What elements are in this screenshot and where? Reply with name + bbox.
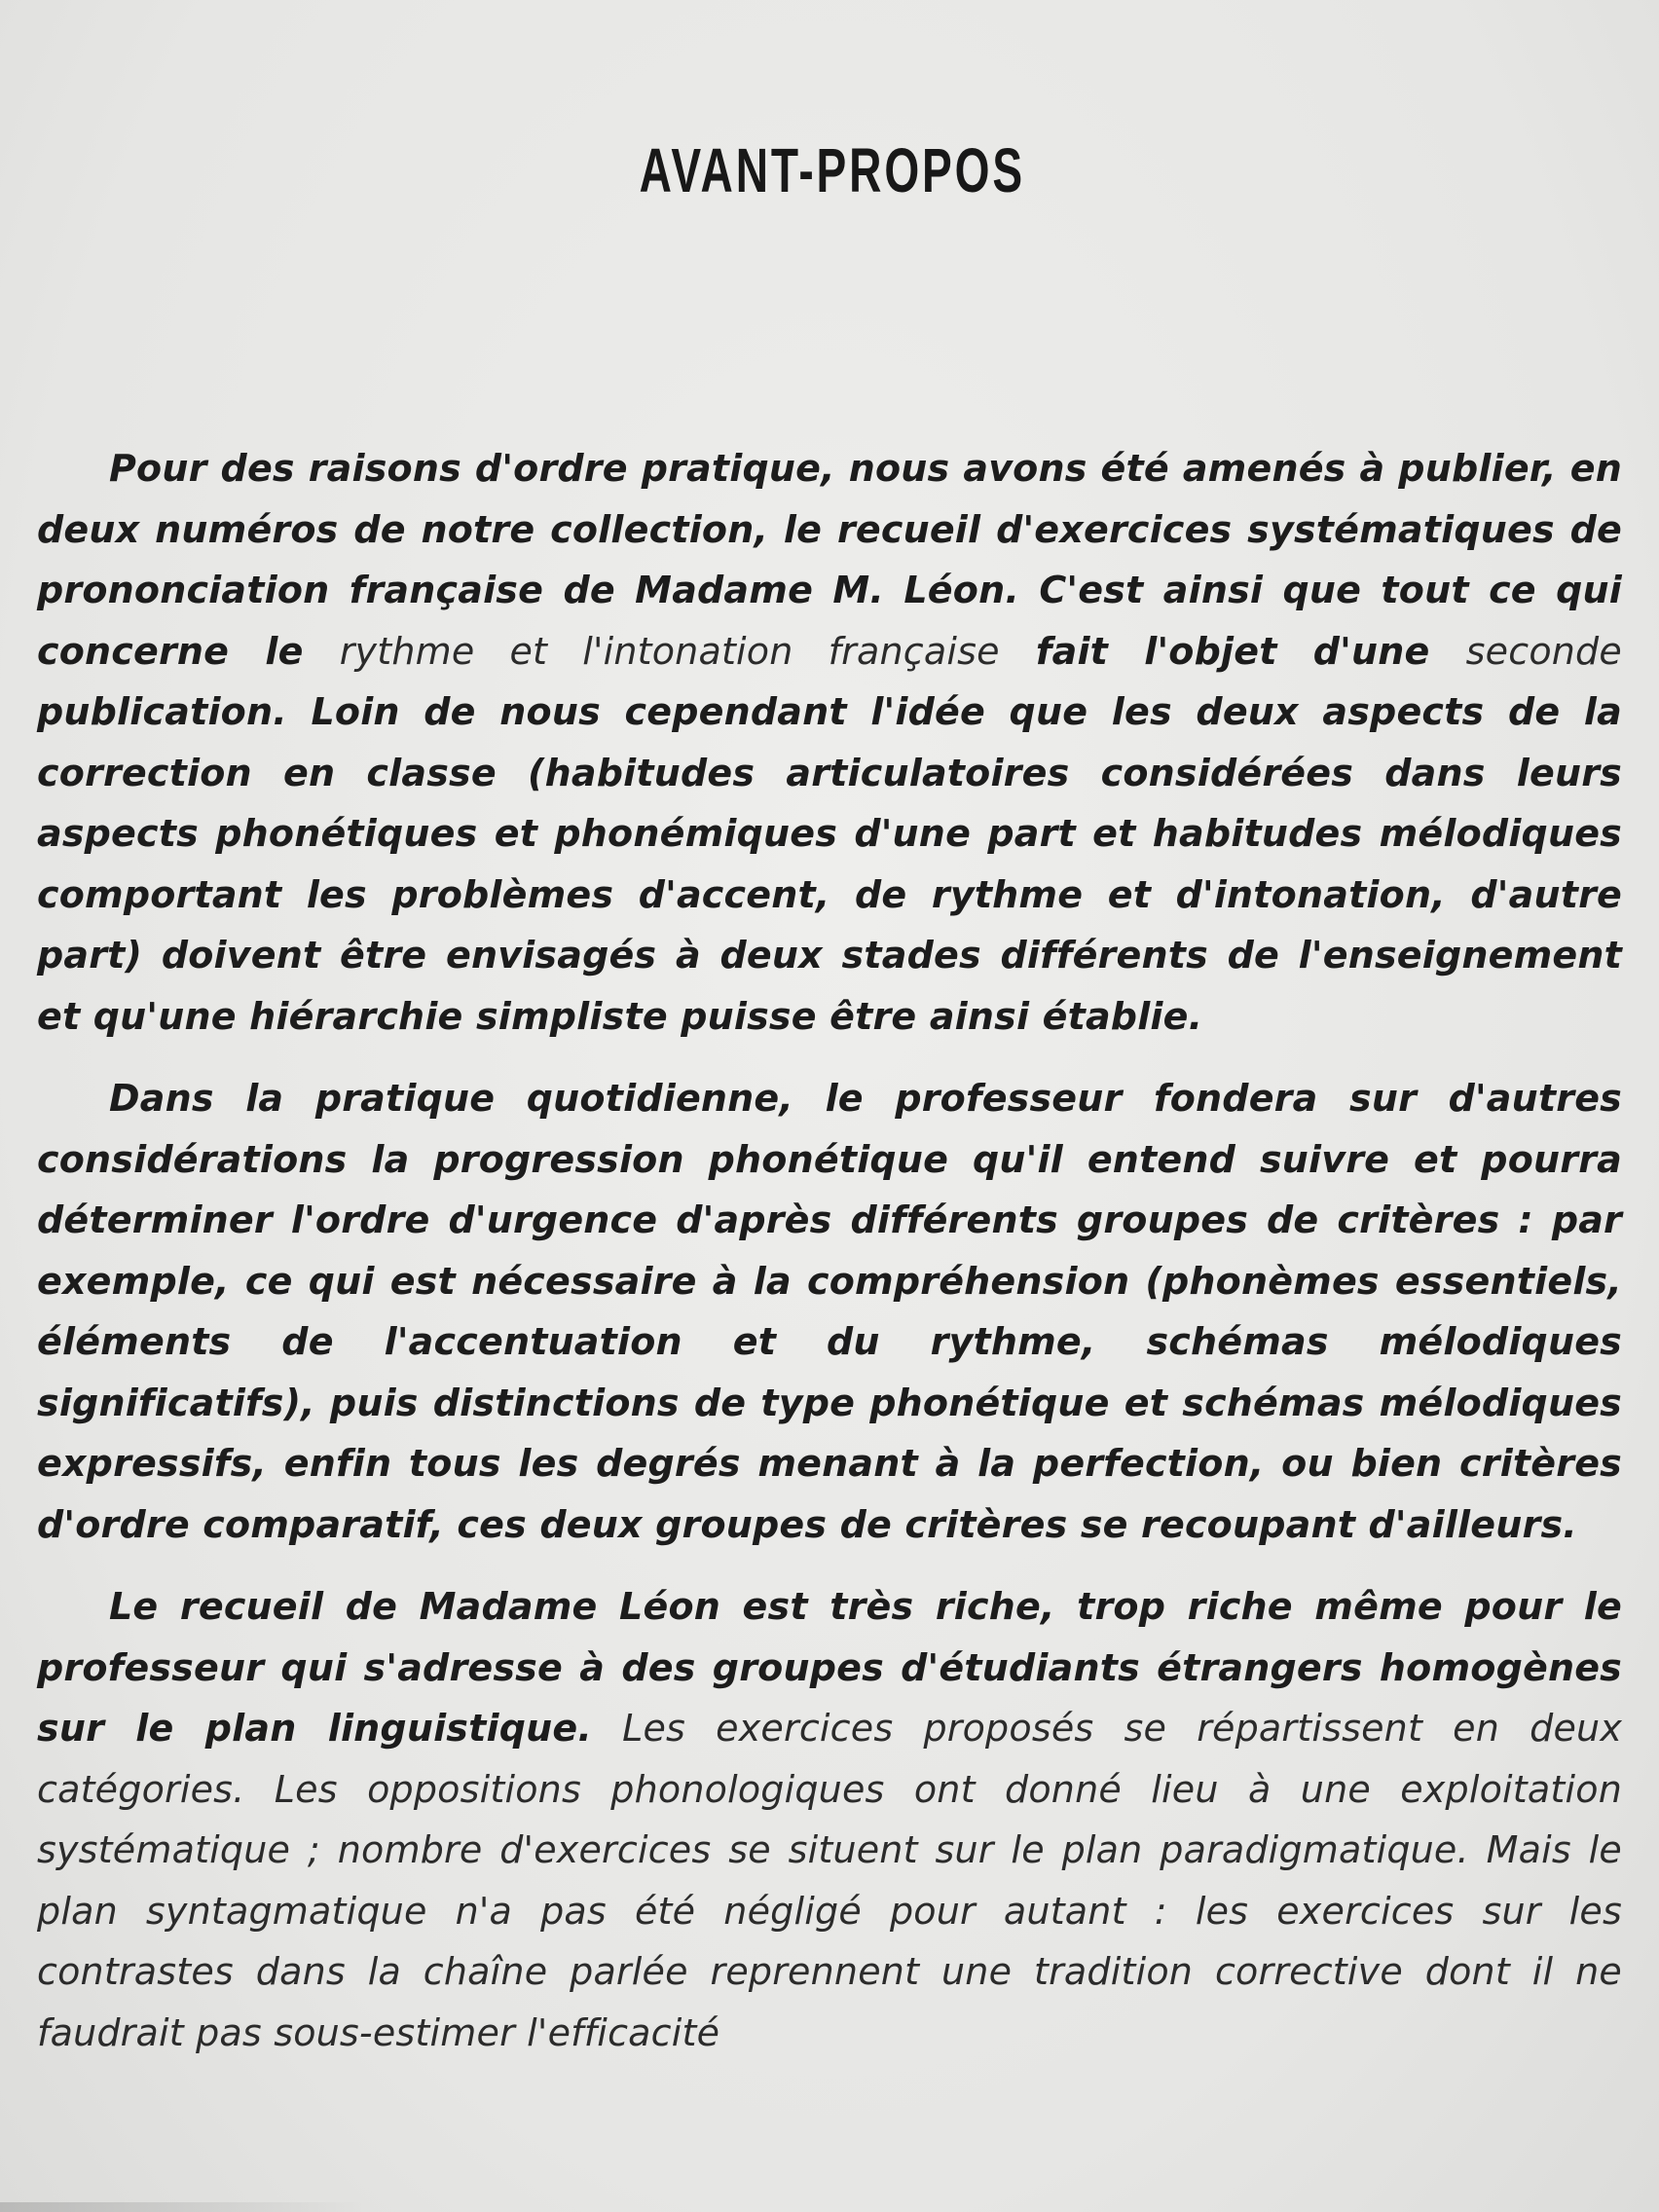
- paragraph-1-run-3: fait l'objet d'une: [999, 629, 1466, 673]
- paragraph-2-run-1: Dans la pratique quotidienne, le professeur fondera sur d'autres considérations la progression phonétique qu'il entend suivre et pourra déterminer l'ordre d'urgence d'après différents groupes de critères : par exemple, ce qui est nécessaire à la compréhension (phonèmes essentiels, éléments de l'accentuation et du rythme, schémas mélodiques significatifs), puis distinctions de type phonétique et schémas mélodiques expressifs, enfin tous les degrés menant à la perfection, ou bien critères d'ordre comparatif, ces deux groupes de critères se recoupant d'ailleurs.: [37, 1077, 1622, 1546]
- paragraph-1-run-1: Pour des raisons d'ordre pratique, nous avons été amenés à publier, en deux numéros de notre collection, le recueil d'exercices systématiques de prononciation française de Madame M. Léon. C'est ainsi que tout ce qui concerne le: [37, 447, 1622, 673]
- paragraph-1: [37, 438, 1622, 1047]
- paragraph-1-run-4: seconde: [1465, 629, 1622, 673]
- paragraph-3-run-1: Le recueil de Madame Léon est très riche, trop riche même pour le professeur qui s'adresse à des groupes d'étudiants étrangers homogènes sur le plan linguistique.: [37, 1585, 1622, 1750]
- paragraph-1-run-5: publication. Loin de nous cependant l'idée que les deux aspects de la correction en classe (habitudes articulatoires considérées dans leurs aspects phonétiques et phonémiques d'une part et habitudes mélodiques comportant les problèmes d'accent, de rythme et d'intonation, d'autre part) doivent être envisagés à deux stades différents de l'enseignement et qu'une hiérarchie simpliste puisse être ainsi établie.: [37, 690, 1622, 1038]
- paragraph-3: [37, 1576, 1622, 2063]
- paragraph-2: [37, 1068, 1622, 1555]
- paragraph-3-run-2: Les exercices proposés se répartissent en deux catégories. Les oppositions phonologiques ont donné lieu à une exploitation systématique ; nombre d'exercices se situent sur le plan paradigmatique. Mais le plan syntagmatique n'a pas été négligé pour autant : les exercices sur les contrastes dans la chaîne parlée reprennent une tradition corrective dont il ne faudrait pas sous-estimer l'efficacité: [37, 1707, 1623, 2054]
- paragraph-1-run-2: rythme et l'intonation française: [339, 629, 1000, 673]
- foreword-body: [37, 438, 1622, 2084]
- page-title: AVANT-PROPOS: [639, 135, 1026, 205]
- page-edge-shadow: [0, 2202, 370, 2212]
